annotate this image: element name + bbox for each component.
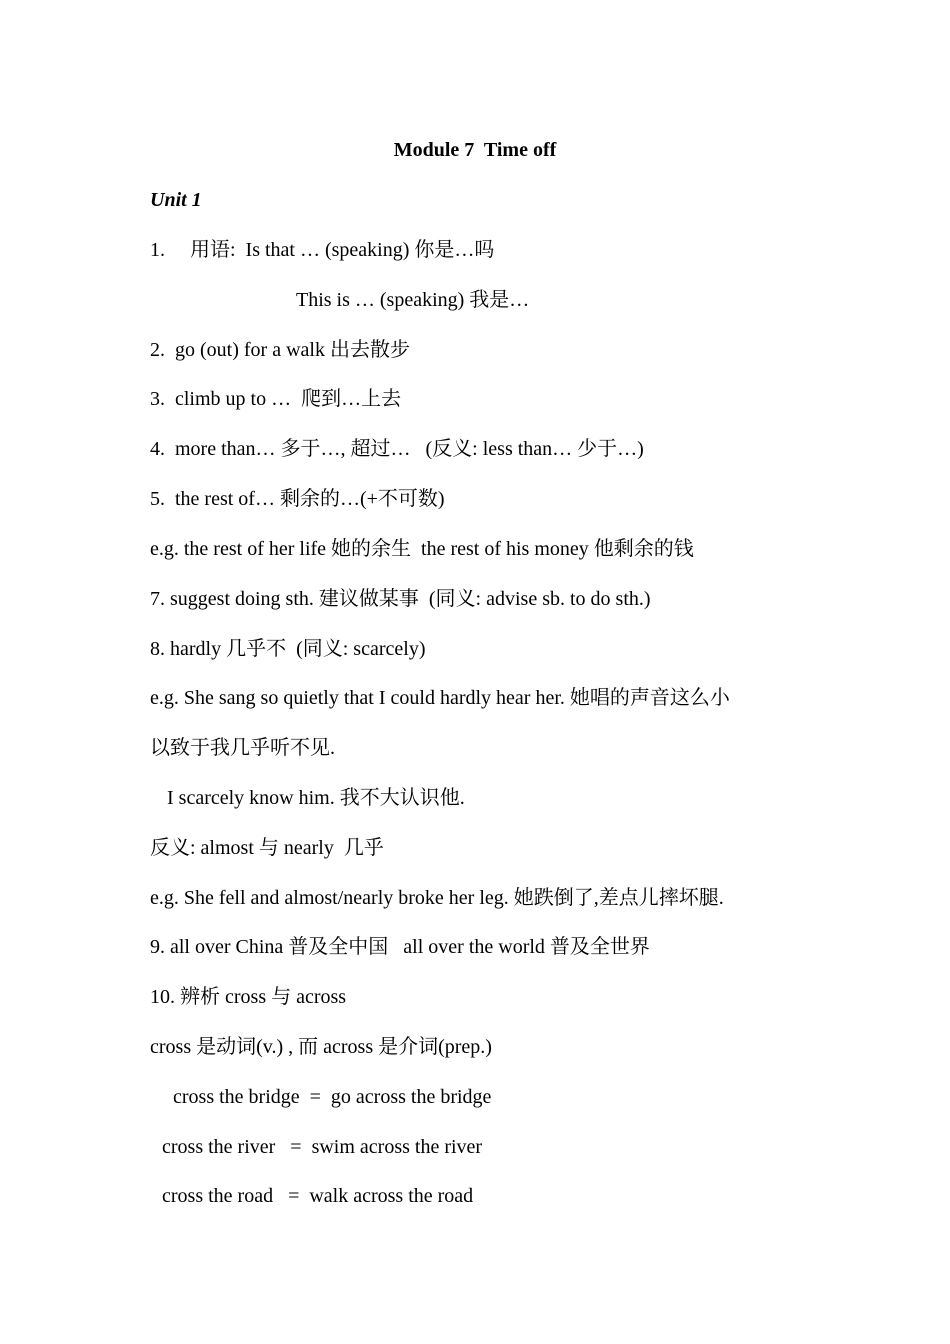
item-5: 5. the rest of… 剩余的…(+不可数) <box>150 488 445 510</box>
item-8-antonym-example: e.g. She fell and almost/nearly broke her leg. 她跌倒了,差点儿摔坏腿. <box>150 887 724 909</box>
item-8-example-1-cont: 以致于我几乎听不见. <box>150 737 335 759</box>
item-8-example-2: I scarcely know him. 我不大认识他. <box>167 787 465 809</box>
item-10-explanation: cross 是动词(v.) , 而 across 是介词(prep.) <box>150 1036 492 1058</box>
item-8-example-1: e.g. She sang so quietly that I could hardly hear her. 她唱的声音这么小 <box>150 687 730 709</box>
item-5-example: e.g. the rest of her life 她的余生 the rest of his money 他剩余的钱 <box>150 538 694 560</box>
item-4: 4. more than… 多于…, 超过… (反义: less than… 少于…) <box>150 438 644 460</box>
item-2: 2. go (out) for a walk 出去散步 <box>150 339 410 361</box>
item-7: 7. suggest doing sth. 建议做某事 (同义: advise sb. to do sth.) <box>150 588 651 610</box>
item-10-example-2: cross the river = swim across the river <box>162 1136 483 1158</box>
module-title: Module 7 Time off <box>393 139 557 161</box>
item-10-example-1: cross the bridge = go across the bridge <box>173 1086 492 1108</box>
item-10: 10. 辨析 cross 与 across <box>150 986 347 1008</box>
unit-heading: Unit 1 <box>150 189 202 211</box>
item-9: 9. all over China 普及全中国 all over the world 普及全世界 <box>150 936 650 958</box>
item-1-line-2: This is … (speaking) 我是… <box>296 289 530 311</box>
item-1-line-1: 1. 用语: Is that … (speaking) 你是…吗 <box>150 239 495 261</box>
item-8-antonym: 反义: almost 与 nearly 几乎 <box>150 837 384 859</box>
item-8: 8. hardly 几乎不 (同义: scarcely) <box>150 638 426 660</box>
item-10-example-3: cross the road = walk across the road <box>162 1185 474 1207</box>
item-3: 3. climb up to … 爬到…上去 <box>150 388 402 410</box>
